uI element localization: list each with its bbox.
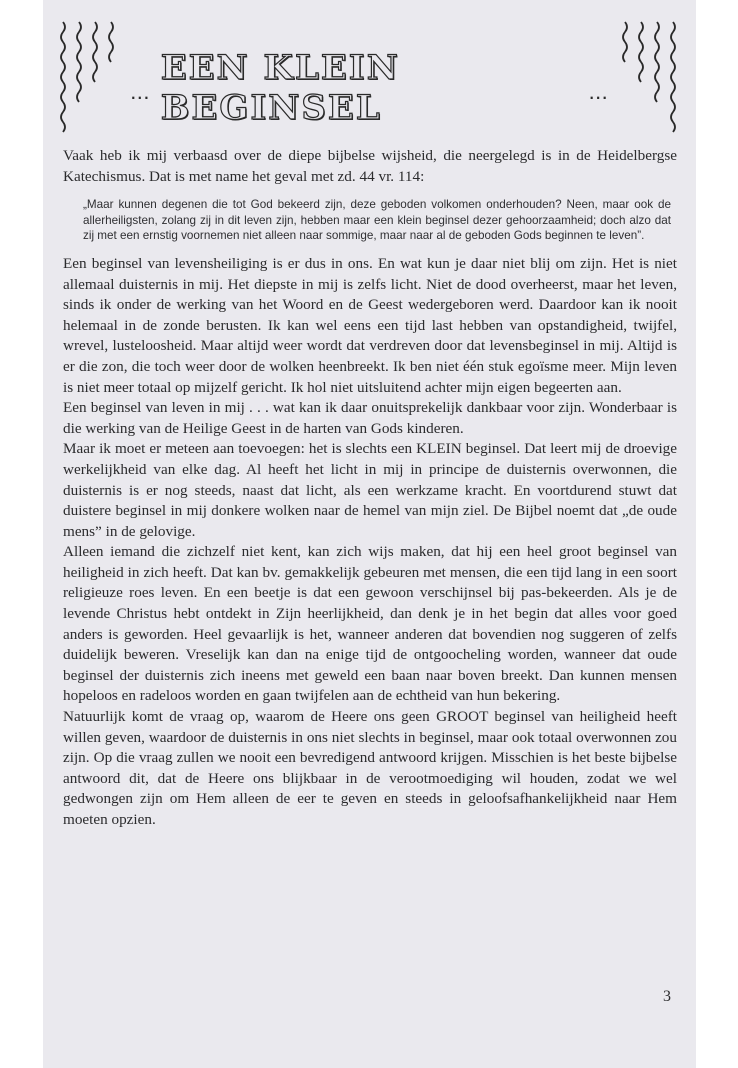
body-paragraphs xyxy=(63,254,677,831)
title-dots-left: ... xyxy=(131,88,151,102)
page-title: EEN KLEIN BEGINSEL xyxy=(160,48,400,128)
wavy-ornament-left xyxy=(57,18,129,138)
article-body xyxy=(63,146,677,831)
catechism-quote: „Maar kunnen degenen die tot God bekeerd zijn, deze geboden volkomen onderhouden? Neen, maar ook de allerheiligsten, zolang zij in dit leven zijn, hebben maar een klein beginsel dezer gehoorzaamheid; doch alzo dat zij met een ernstig voornemen niet alleen naar sommige, maar naar al de geboden Gods beginnen te leven”. xyxy=(83,198,671,243)
paragraph: Een beginsel van levensheiliging is er dus in ons. En wat kun je daar niet blij om zijn. Het is niet allemaal duisternis in mij. Het diepste in mij is zelfs licht. Niet de dood overheerst, maar het leven, sinds ik onder de werking van het Woord en de Geest wedergeboren werd. Daardoor kan ik nooit helemaal in de zonde berusten. Ik kan wel eens een tijd last hebben van opstandigheid, twijfel, wrevel, lusteloosheid. Maar altijd weer wordt dat verdreven door dat levensbeginsel in mij. Altijd is er die zon, die toch weer door de wolken heenbreekt. Ik ben niet één stuk egoïsme meer. Mijn leven is niet meer totaal op mijzelf gericht. Ik hol niet uitsluitend achter mijn eigen begeerten aan. xyxy=(63,254,677,396)
title-dots-right: ... xyxy=(589,88,609,102)
wavy-ornament-right xyxy=(611,18,683,138)
paragraph: Een beginsel van leven in mij . . . wat kan ik daar onuitsprekelijk dankbaar voor zijn. Wonderbaar is die werking van de Heilige Geest in de harten van Gods kinderen. xyxy=(63,399,677,437)
intro-paragraph: Vaak heb ik mij verbaasd over de diepe bijbelse wijsheid, die neergelegd is in de Heidelbergse Katechismus. Dat is met name het geval met zd. 44 vr. 114: xyxy=(63,147,677,185)
document-page xyxy=(43,0,696,1068)
paragraph: Natuurlijk komt de vraag op, waarom de Heere ons geen GROOT beginsel van heiligheid heeft willen geven, waardoor de duisternis in ons niet slechts in beginsel, maar ook totaal overwonnen zou zijn. Op die vraag zullen we nooit een bevredigend antwoord krijgen. Misschien is het beste bijbelse antwoord dit, dat de Heere ons blijkbaar in de verootmoediging wil houden, zodat we wel gedwongen zijn om Hem alleen de eer te geven en steeds in geloofsafhankelijkheid naar Hem moeten opzien. xyxy=(63,708,677,828)
paragraph: Maar ik moet er meteen aan toevoegen: het is slechts een KLEIN beginsel. Dat leert mij de droevige werkelijkheid van elke dag. Al heeft het licht in mij in principe de duisternis overwonnen, die duisternis is er nog steeds, naast dat licht, als een werkzame kracht. En voortdurend stuwt dat duistere beginsel in mij donkere wolken naar de hemel van mijn ziel. De Bijbel noemt dat „de oude mens” in de gelovige. xyxy=(63,440,677,540)
title-row xyxy=(131,48,609,128)
paragraph: Alleen iemand die zichzelf niet kent, kan zich wijs maken, dat hij een heel groot beginsel van heiligheid in zich heeft. Dat kan bv. gemakkelijk gebeuren met mensen, die een tijd lang in een soort religieuze roes leven. En een beetje is dat een gewoon verschijnsel bij pas-bekeerden. Als je de levende Christus hebt ontdekt in Zijn heerlijkheid, dan denk je in het begin dat alles voor goed anders is geworden. Heel gevaarlijk is het, wanneer anderen dat bovendien nog suggeren of zelfs duidelijk beweren. Vreselijk kan dan na enige tijd de ontgoocheling worden, wanneer dat oude beginsel der duisternis zich ineens met geweld een baan naar boven breekt. Dan kunnen mensen hopeloos en radeloos worden en gaan twijfelen aan de echtheid van hun bekering. xyxy=(63,543,677,705)
page-number: 3 xyxy=(663,988,671,1005)
header-ornament xyxy=(43,0,696,140)
